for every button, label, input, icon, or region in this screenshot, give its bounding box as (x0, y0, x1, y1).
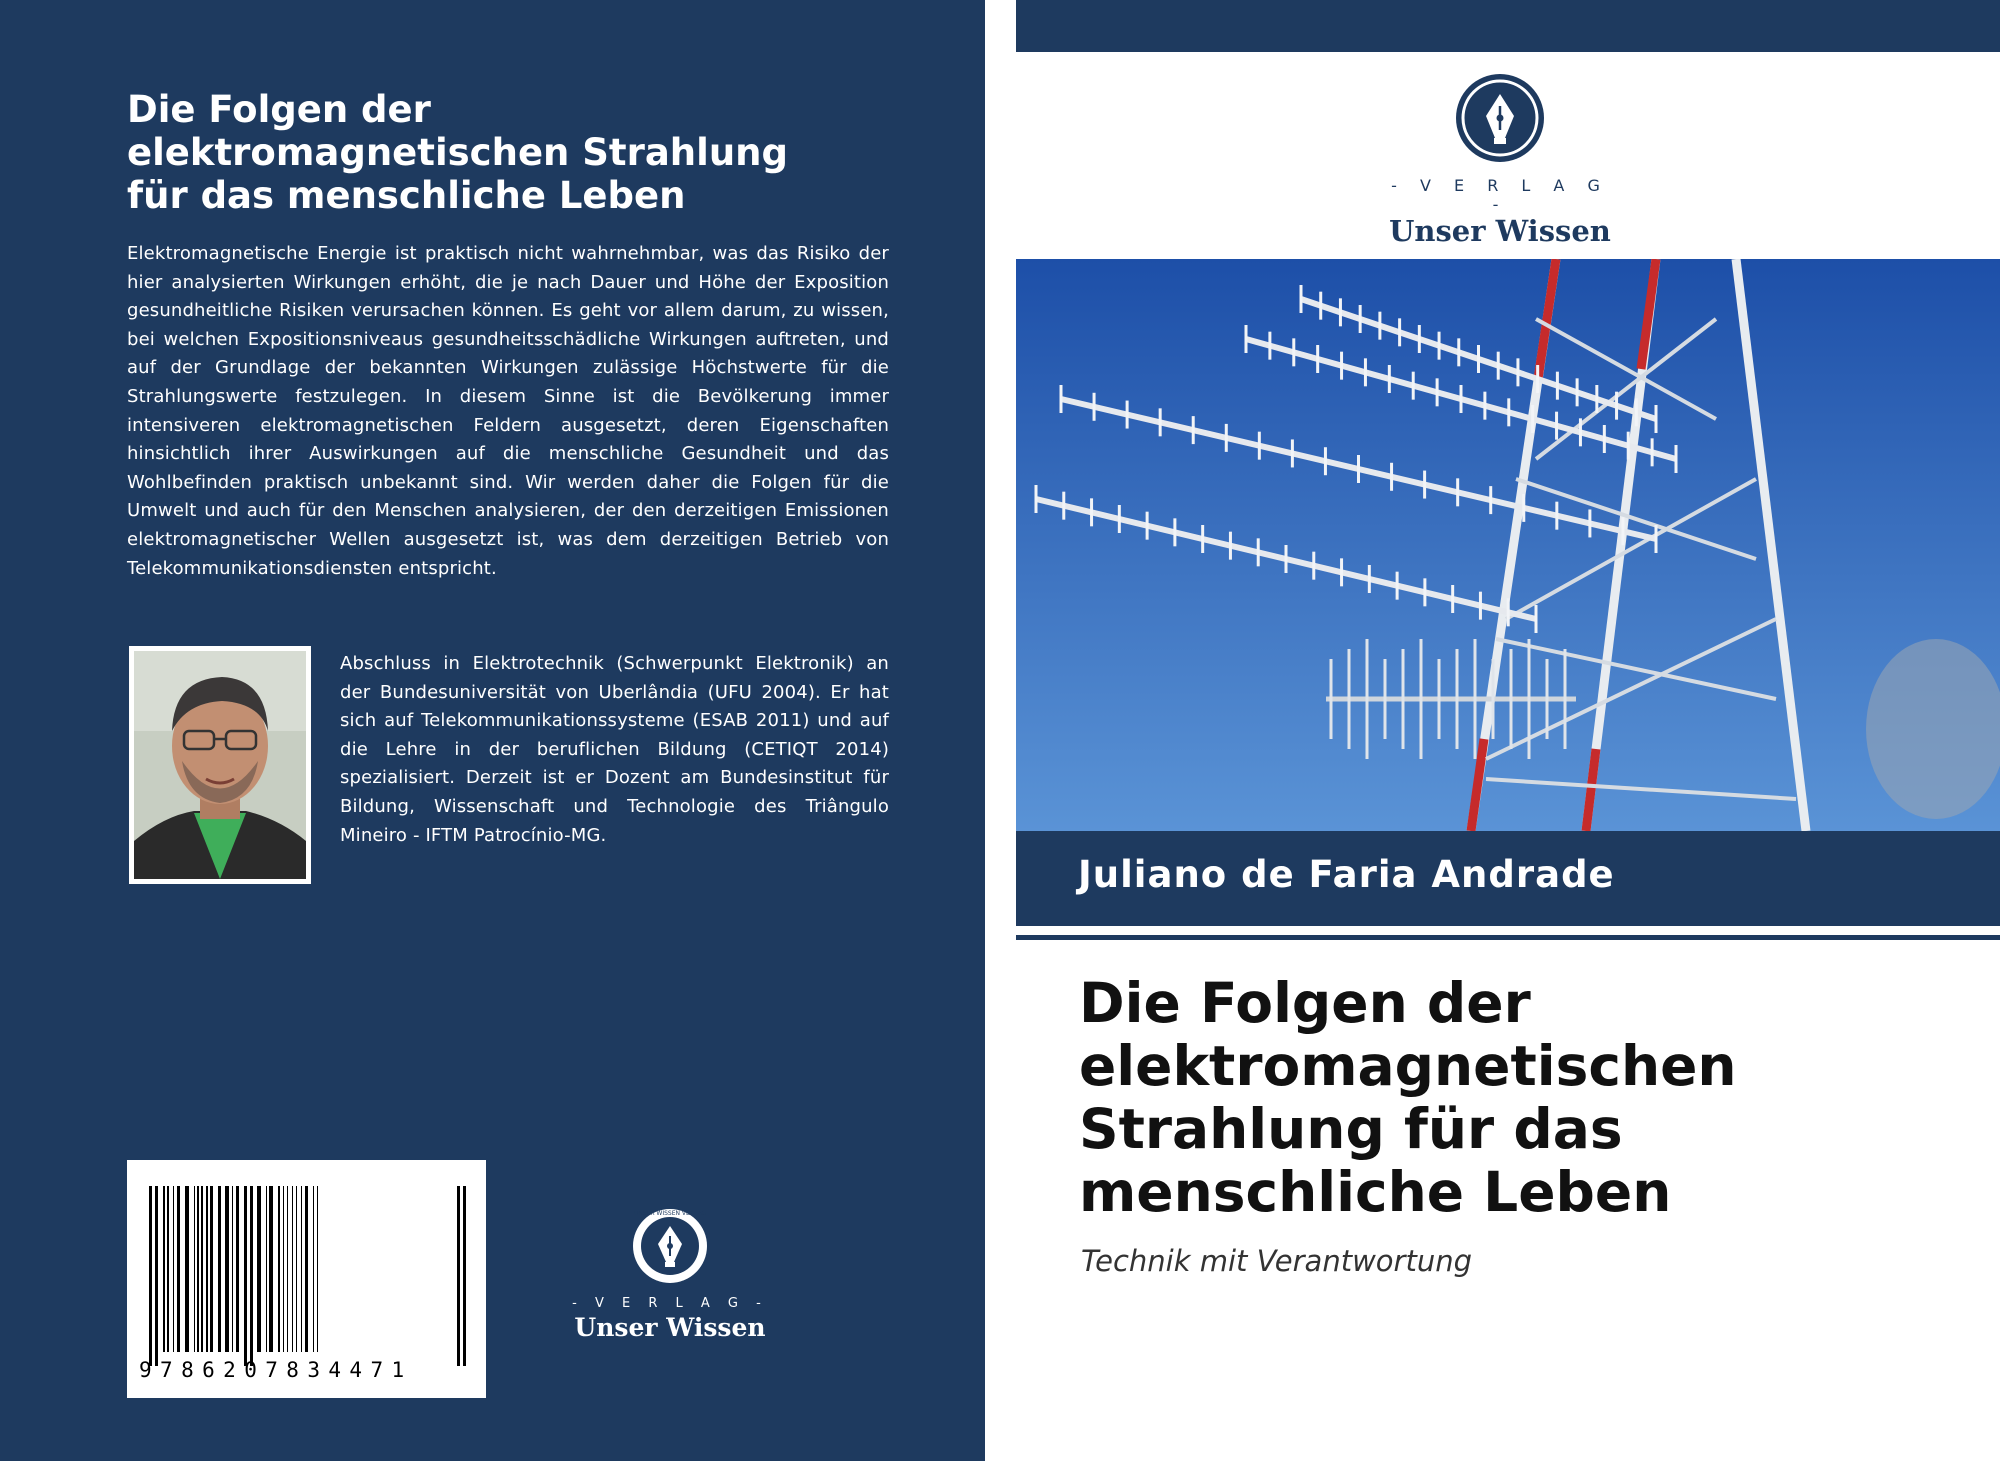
front-publisher-name: Unser Wissen (1389, 214, 1611, 248)
isbn-digits: 9786207834471 (139, 1358, 413, 1382)
fountain-pen-nib-icon (630, 1206, 710, 1286)
back-publisher-logo (570, 1206, 770, 1342)
fountain-pen-nib-icon (1454, 72, 1546, 164)
logo-seal-text: UNSER WISSEN VERLAG (633, 1210, 707, 1217)
front-verlag-label: - V E R L A G - (1391, 176, 1609, 214)
front-top-bar (1016, 0, 2000, 52)
divider-rule (1016, 935, 2000, 940)
back-cover (0, 0, 985, 1461)
author-name: Juliano de Faria Andrade (1078, 853, 1615, 896)
back-cover-title: Die Folgen der elektromagnetischen Strahlung für das menschliche Leben (127, 88, 788, 217)
author-band (1016, 831, 2000, 926)
spine (985, 0, 1016, 1461)
cover-photo-antenna-tower (1016, 259, 2000, 831)
front-publisher-logo (1380, 72, 1620, 248)
back-verlag-label: - V E R L A G - (572, 1296, 768, 1311)
author-photo (129, 646, 311, 884)
isbn-barcode (127, 1160, 486, 1398)
front-cover-title: Die Folgen der elektromagnetischen Strahlung für das menschliche Leben (1079, 971, 1737, 1224)
barcode-icon (147, 1186, 467, 1366)
front-cover-subtitle: Technik mit Verantwortung (1081, 1244, 1472, 1278)
back-publisher-name: Unser Wissen (574, 1313, 766, 1342)
author-bio: Abschluss in Elektrotechnik (Schwerpunkt Elektronik) an der Bundesuniversität von Uberlândia (UFU 2004). Er hat sich auf Telekommunikationssysteme (ESAB 2011) und auf die Lehre in der beruflichen Bildung (CETIQT 2014) spezialisiert. Derzeit ist er Dozent am Bundesinstitut für Bildung, Wissenschaft und Technologie des Triângulo Mineiro - IFTM Patrocínio-MG. (340, 653, 889, 846)
back-cover-blurb: Elektromagnetische Energie ist praktisch nicht wahrnehmbar, was das Risiko der hier analysierten Wirkungen erhöht, die je nach Dauer und Höhe der Exposition gesundheitliche Risiken verursachen können. Es geht vor allem darum, zu wissen, bei welchen Expositionsniveaus gesundheitsschädliche Wirkungen auftreten, und auf der Grundlage der bekannten Wirkungen zulässige Höchstwerte für die Strahlungswerte festzulegen. In diesem Sinne ist die Bevölkerung immer intensiveren elektromagnetischen Feldern ausgesetzt, deren Eigenschaften hinsichtlich ihrer Auswirkungen auf die menschliche Gesundheit und das Wohlbefinden praktisch unbekannt sind. Wir werden daher die Folgen für die Umwelt und auch für den Menschen analysieren, der den derzeitigen Emissionen elektromagnetischer Wellen ausgesetzt ist, was dem derzeitigen Betrieb von Telekommunikationsdiensten entspricht. (127, 243, 889, 579)
